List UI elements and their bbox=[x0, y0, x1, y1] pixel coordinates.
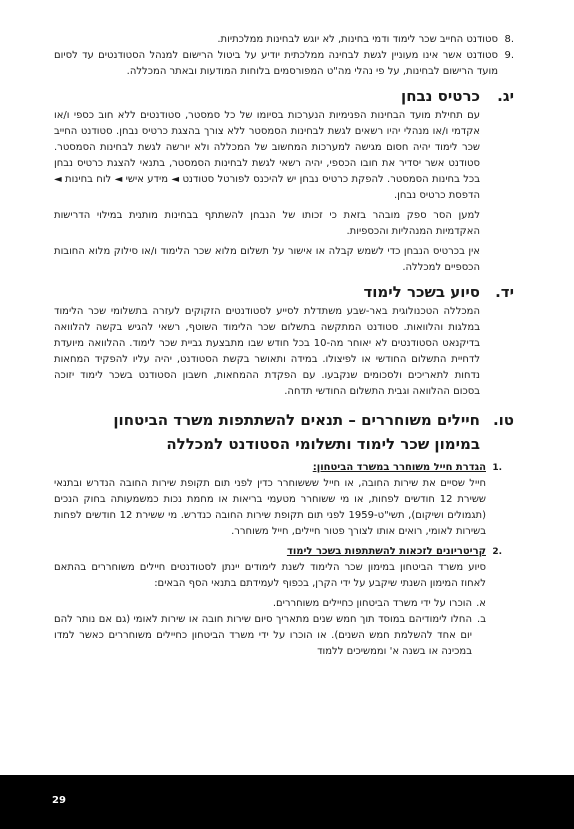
paragraph: עם תחילת מועד הבחינות הפנימיות הנערכות בסיומו של כל סמסטר, סטודנטים ללא חוב כספי ו/או אקדמי ו/או מנהלי יהיו רשאים לגשת לבחינות הסמסטר ללא צורך בהצגת כרטיס נבחן. סטודנט החייב שכר לימוד יהיה חסום מגישה למערכות המחשוב של המכללה ולא יורשה לגשת לבחינות הסמסטר. סטודנט אשר יסדיר את חובו הכספי, יהיה רשאי לגשת לבחינות הסמסטר, בתנאי להצגת כרטיס נבחן בכל בחינות הסמסטר. להפקת כרטיס נבחן יש להיכנס לפורטל סטודנט ◄ מידע אישי ◄ לוח בחינות ◄ הדפסת כרטיס נבחן. bbox=[54, 110, 480, 201]
list-item-text: סטודנט החייב שכר לימוד ודמי בחינות, לא יוגש לבחינות ממלכתיות. bbox=[217, 34, 498, 45]
list-item-text: הוכרו על ידי משרד הביטחון כחיילים משוחררים. bbox=[272, 598, 472, 609]
subsection-body: סיוע משרד הביטחון במימון שכר הלימוד לשנת לימודים יינתן לסטודנטים חיילים משוחררים בהתאם לאחוז המימון השנתי שיקבע על ידי הקרן, בכפוף לעמידתם בתנאי הסף הבאים: bbox=[54, 562, 486, 589]
list-item bbox=[54, 612, 486, 660]
paragraph: למען הסר ספק מובהר בזאת כי זכותו של הנבחן להשתתף בבחינות מותנית במילוי הדרישות האקדמיות המנהליות והכספיות. bbox=[54, 210, 480, 237]
list-item bbox=[54, 48, 514, 80]
list-item-letter: א. bbox=[476, 598, 486, 609]
section-title-line2: במימון שכר לימוד ותשלומי הסטודנט למכללה bbox=[166, 435, 480, 453]
subsection-title: קריטריונים לזכאות להשתתפות בשכר לימוד bbox=[286, 546, 486, 557]
subsection-number: .1 bbox=[492, 463, 502, 473]
document-content bbox=[54, 32, 514, 660]
paragraph: אין בכרטיס הנבחן כדי לשמש קבלה או אישור על תשלום מלוא שכר הלימוד ו/או סילוק מלוא החובות הכספיים למכללה. bbox=[54, 246, 480, 273]
subsection-title: הגדרת חייל משוחרר במשרד הביטחון: bbox=[312, 462, 486, 473]
list-item-text: סטודנט אשר אינו מעוניין לגשת לבחינה ממלכתית יודיע על ביטול הרישום למנהל הסטודנטים עד לסיום מועד הרישום לבחינות, על פי נהלי מה"ט המפורסמים בלוחות המודעות ובאתר המכללה. bbox=[54, 50, 498, 77]
section-heading-exam-card bbox=[54, 88, 514, 104]
list-item-letter: ב. bbox=[477, 614, 486, 625]
section-title: סיוע בשכר לימוד bbox=[363, 283, 480, 301]
section-title-block bbox=[113, 408, 480, 456]
section-title-line1: חיילים משוחררים – תנאים להשתתפות משרד הביטחון bbox=[113, 411, 480, 429]
section-title: כרטיס נבחן bbox=[401, 87, 480, 105]
subsection-heading bbox=[54, 460, 502, 476]
section-letter: טו. bbox=[492, 411, 514, 429]
subsection-number: .2 bbox=[492, 547, 502, 557]
page-footer bbox=[0, 775, 574, 829]
list-item bbox=[54, 596, 486, 612]
section-heading-tuition-aid bbox=[54, 284, 514, 300]
list-item bbox=[54, 32, 514, 48]
list-item-number: .8 bbox=[504, 34, 514, 45]
list-item-number: .9 bbox=[504, 50, 514, 61]
list-item-text: החלו לימודיהם במוסד תוך חמש שנים מתאריך סיום שירות חובה או שירות לאומי (גם אם נותר להם יום אחד להשלמת חמש השנים). או הוכרו על ידי משרד הביטחון כחיילים משוחררים כאשר למדו במכינה או בשנה א' וממשיכים ללמוד bbox=[54, 614, 472, 657]
paragraph: המכללה הטכנולוגית באר-שבע משתדלת לסייע לסטודנטים הזקוקים לעזרה בתשלומי שכר הלימוד במלגות והלוואות. סטודנט המתקשה בתשלום שכר הלימוד השוטף, רשאי להגיש בקשה להלוואה בדיקנאט הסטודנטים לא יאוחר מה-10 בכל חודש שבו מתבצעת גביית שכר לימוד. ההלוואה מיועדת לדחיית התשלום החודשי או לפיצולו. במידה ותאושר בקשת הסטודנט, יהיה עליו להפקיד המחאות נדחות לתאריכים ולסכומים שנקבעו. עם הפקדת ההמחאות, חשבון הסטודנט בשכר לימוד יזוכה בסכום ההלוואה וגבית התשלום החודשי תדחה. bbox=[54, 306, 480, 397]
subsection-heading bbox=[54, 544, 502, 560]
section-letter: יג. bbox=[497, 87, 514, 105]
page-number: 29 bbox=[52, 795, 66, 806]
section-heading-discharged-soldiers bbox=[54, 408, 514, 456]
section-letter: יד. bbox=[495, 283, 514, 301]
subsection-body: חייל שסיים את שירות החובה, או חייל שששוחרר כדין לפני תום תקופת שירות החובה הנדרש ובתנאי ששירת 12 חודשים לפחות, או מי ששוחרר מטעמי בריאות או מחמת נכות כמשמעותה בחוק הנכים (תגמולים ושיקום), תשי"ט-1959 לפני תום תקופת שירות החובה כנדרש. מי ששירת 12 חודשים לפחות בשירות לאומי, רואים אותו לצורך פטור חיילים, חייל משוחרר. bbox=[54, 478, 486, 537]
